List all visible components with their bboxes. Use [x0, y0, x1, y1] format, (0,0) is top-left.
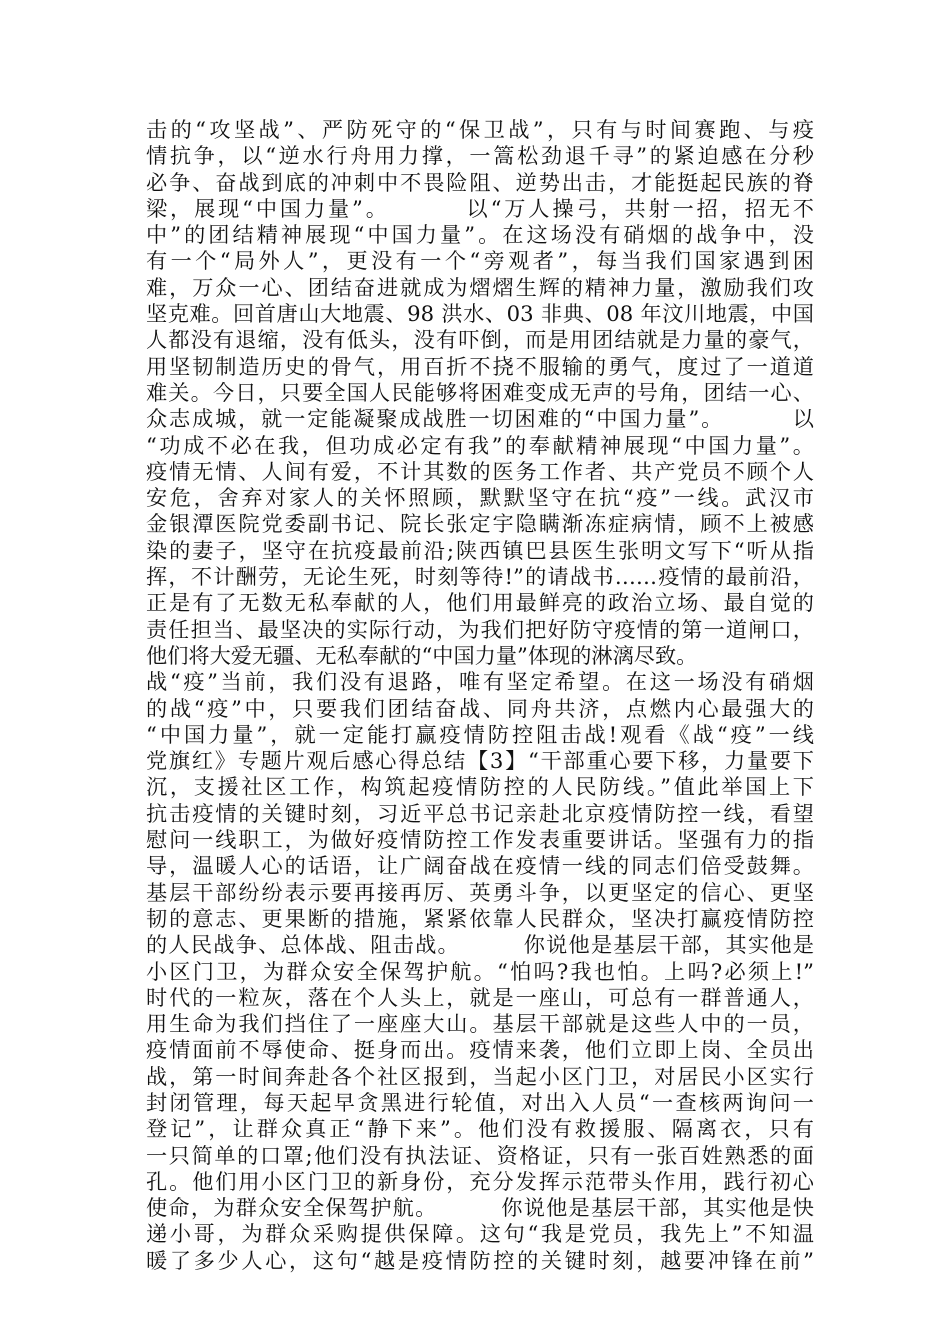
text-line: 小区门卫，为群众安全保驾护航。“怕吗?我也怕。上吗?必须上!”	[146, 958, 814, 984]
text-line: 基层干部纷纷表示要再接再厉、英勇斗争，以更坚定的信心、更坚	[146, 879, 814, 905]
text-line: 的人民战争、总体战、阻击战。 你说他是基层干部，其实他是	[146, 932, 814, 958]
text-line: 必争、奋战到底的冲刺中不畏险阻、逆势出击，才能挺起民族的脊	[146, 169, 814, 195]
text-line: 他们将大爱无疆、无私奉献的“中国力量”体现的淋漓尽致。	[146, 642, 698, 668]
text-line: 一只简单的口罩;他们没有执法证、资格证，只有一张百姓熟悉的面	[146, 1142, 814, 1168]
text-line: 用生命为我们挡住了一座座大山。基层干部就是这些人中的一员，	[146, 1011, 814, 1037]
text-line: 递小哥，为群众采购提供保障。这句“我是党员，我先上”不知温	[146, 1221, 814, 1247]
text-line: 有一个“局外人”，更没有一个“旁观者”，每当我们国家遇到困	[146, 248, 814, 274]
text-line: 登记”，让群众真正“静下来”。他们没有救援服、隔离衣，只有	[146, 1116, 814, 1142]
text-line: 坚克难。回首唐山大地震、98 洪水、03 非典、08 年汶川地震，中国	[146, 301, 814, 327]
text-line: 党旗红》专题片观后感心得总结【3】“干部重心要下移，力量要下	[146, 748, 814, 774]
text-line: 染的妻子，坚守在抗疫最前沿;陕西镇巴县医生张明文写下“听从指	[146, 537, 814, 563]
text-line: 韧的意志、更果断的措施，紧紧依靠人民群众，坚决打赢疫情防控	[146, 905, 814, 931]
text-line: 情抗争，以“逆水行舟用力撑，一篙松劲退千寻”的紧迫感在分秒	[146, 143, 814, 169]
text-line: 难关。今日，只要全国人民能够将困难变成无声的号角，团结一心、	[146, 379, 814, 405]
text-line: 用坚韧制造历史的骨气，用百折不挠不服输的勇气，度过了一道道	[146, 353, 814, 379]
text-line: 挥，不计酬劳，无论生死，时刻等待!”的请战书……疫情的最前沿，	[146, 564, 814, 590]
text-line: 安危，舍弃对家人的关怀照顾，默默坚守在抗“疫”一线。武汉市	[146, 485, 814, 511]
text-line: 战“疫”当前，我们没有退路，唯有坚定希望。在这一场没有硝烟	[146, 669, 814, 695]
text-line: 抗击疫情的关键时刻，习近平总书记亲赴北京疫情防控一线，看望	[146, 800, 814, 826]
text-line: 孔。他们用小区门卫的新身份，充分发挥示范带头作用，践行初心	[146, 1168, 814, 1194]
text-line: 正是有了无数无私奉献的人，他们用最鲜亮的政治立场、最自觉的	[146, 590, 814, 616]
text-line: 封闭管理，每天起早贪黑进行轮值，对出入人员“一查核两询问一	[146, 1089, 814, 1115]
text-line: 暖了多少人心，这句“越是疫情防控的关键时刻，越要冲锋在前”	[146, 1247, 814, 1273]
text-line: 战，第一时间奔赴各个社区报到，当起小区门卫，对居民小区实行	[146, 1063, 814, 1089]
text-line: 慰问一线职工，为做好疫情防控工作发表重要讲话。坚强有力的指	[146, 827, 814, 853]
text-line: 击的“攻坚战”、严防死守的“保卫战”，只有与时间赛跑、与疫	[146, 117, 814, 142]
text-line: 疫情无情、人间有爱，不计其数的医务工作者、共产党员不顾个人	[146, 458, 814, 484]
text-line: 难，万众一心、团结奋进就成为熠熠生辉的精神力量，激励我们攻	[146, 274, 814, 300]
text-line: 疫情面前不辱使命、挺身而出。疫情来袭，他们立即上岗、全员出	[146, 1037, 814, 1063]
text-line: 的战“疫”中，只要我们团结奋战、同舟共济，点燃内心最强大的	[146, 695, 814, 721]
text-line: 众志成城，就一定能凝聚成战胜一切困难的“中国力量”。 以	[146, 406, 814, 432]
text-line: 金银潭医院党委副书记、院长张定宇隐瞒渐冻症病情，顾不上被感	[146, 511, 814, 537]
text-line: 导，温暖人心的话语，让广阔奋战在疫情一线的同志们倍受鼓舞。	[146, 853, 814, 879]
text-line: 梁，展现“中国力量”。 以“万人操弓，共射一招，招无不	[146, 195, 814, 221]
document-page	[146, 117, 814, 1274]
text-line: 沉，支援社区工作，构筑起疫情防控的人民防线。”值此举国上下	[146, 774, 814, 800]
text-line: 中”的团结精神展现“中国力量”。在这场没有硝烟的战争中，没	[146, 222, 814, 248]
text-line: 责任担当、最坚决的实际行动，为我们把好防守疫情的第一道闸口，	[146, 616, 814, 642]
text-line: 使命，为群众安全保驾护航。 你说他是基层干部，其实他是快	[146, 1195, 814, 1221]
text-line: “中国力量”，就一定能打赢疫情防控阻击战!观看《战“疫”一线	[146, 721, 814, 747]
text-line: “功成不必在我，但功成必定有我”的奉献精神展现“中国力量”。	[146, 432, 814, 458]
text-line: 时代的一粒灰，落在个人头上，就是一座山，可总有一群普通人，	[146, 984, 814, 1010]
text-line: 人都没有退缩，没有低头，没有吓倒，而是用团结就是力量的豪气，	[146, 327, 814, 353]
